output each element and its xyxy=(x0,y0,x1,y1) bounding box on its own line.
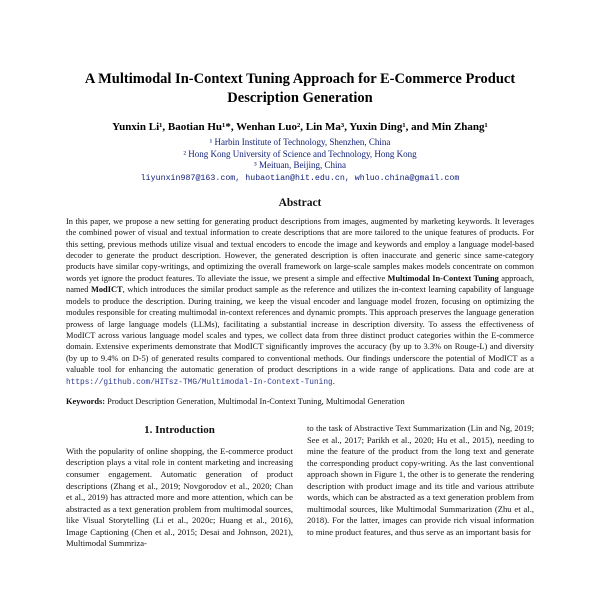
affiliation-3: ³ Meituan, Beijing, China xyxy=(254,160,346,171)
authors-line: Yunxin Li¹, Baotian Hu¹*, Wenhan Luo², Lin Ma³, Yuxin Ding¹, and Min Zhang¹ xyxy=(112,121,488,134)
intro-right-paragraph: to the task of Abstractive Text Summarization (Lin and Ng, 2019; See et al., 2017; Parikh et al., 2020; Hu et al., 2015), needing to mine the feature of the product from the long text and generate the corresponding product copy-writing. As the last conventional approach shown in Figure 1, the other is to generate the rendering description with product image and its title and various attribute words, which can be abstracted as a text generation problem from multimodal sources, like Multimodal Summarization (Zhu et al., 2018). For the latter, images can provide rich visual information to mine product features, and thus serve as an important basis for xyxy=(307,423,534,537)
abstract-paragraph xyxy=(66,216,534,389)
text-segment: Multimodal In-Context Tuning xyxy=(387,273,499,283)
text-segment: approach, named xyxy=(66,273,535,295)
text-segment: , which introduces the similar product sample as the reference and utilizes the in-context learning capability of language models to produce the description. During training, we keep the visual encoder and language model frozen, focusing on optimizing the modules responsible for creating multimodal in-context references and dynamic prompts. This approach preserves the language generation prowess of large language models (LLMs), facilitating a substantial increase in description diversity. To assess the effectiveness of ModICT across various language model scales and types, we collect data from three distinct product categories within the E-commerce domain. Extensive experiments demonstrate that ModICT significantly improves the accuracy (by up to 3.3% on Rouge-L) and diversity (by up to 9.4% on D-5) of generated results compared to conventional methods. Our findings underscore the potential of ModICT as a valuable tool for enhancing the automatic generation of product descriptions in a wide range of applications. Data and code are at xyxy=(66,285,534,375)
text-segment: . xyxy=(332,376,335,386)
text-segment: Keywords: xyxy=(66,397,108,407)
keywords-line xyxy=(66,397,534,408)
two-column-body xyxy=(66,423,534,549)
affiliation-2: ² Hong Kong University of Science and Technology, Hong Kong xyxy=(183,148,417,159)
intro-left-paragraph: With the popularity of online shopping, the E-commerce product description plays a vital role in content marketing and increasing consumer engagement. Automatic generation of product descriptions (Zhang et al., 2019; Novgorodov et al., 2020; Chan et al., 2019) has attracted more and more attention, which can be abstracted as a text generation problem from multimodal sources, like Visual Storytelling (Li et al., 2020c; Huang et al., 2016), Image Captioning (Chen et al., 2015; Desai and Johnson, 2021), Multimodal Summriza- xyxy=(66,445,293,549)
affiliation-1: ¹ Harbin Institute of Technology, Shenzhen, China xyxy=(209,137,391,148)
text-segment: Product Description Generation, Multimodal In-Context Tuning, Multimodal Generation xyxy=(107,397,405,407)
emails-line: liyunxin987@163.com, hubaotian@hit.edu.cn, whluo.china@gmail.com xyxy=(140,173,460,183)
text-segment: In this paper, we propose a new setting for generating product descriptions from images, augmented by marketing keywords. It leverages the combined power of visual and textual information to create descriptions that are more tailored to the unique features of products. For this setting, previous methods utilize visual and textual encoders to encode the image and keywords and employ a language model-based decoder to generate the product description. However, the generated description is often inaccurate and generic since same-category products have similar copy-writings, and optimizing the overall framework on large-scale samples makes models concentrate on common words yet ignore the product features. To alleviate the issue, we present a simple and effective xyxy=(66,216,534,283)
affiliations-block xyxy=(66,137,534,172)
paper-title: A Multimodal In-Context Tuning Approach for E-Commerce Product Description Generation xyxy=(84,71,516,107)
intro-column-right xyxy=(307,423,534,549)
intro-column-left xyxy=(66,423,293,549)
paper-code-url[interactable]: https://github.com/HITsz-TMG/Multimodal-In-Context-Tuning xyxy=(66,378,333,387)
text-segment: ModICT xyxy=(90,285,123,295)
section-heading-introduction: 1. Introduction xyxy=(144,424,215,437)
abstract-heading: Abstract xyxy=(278,196,322,209)
